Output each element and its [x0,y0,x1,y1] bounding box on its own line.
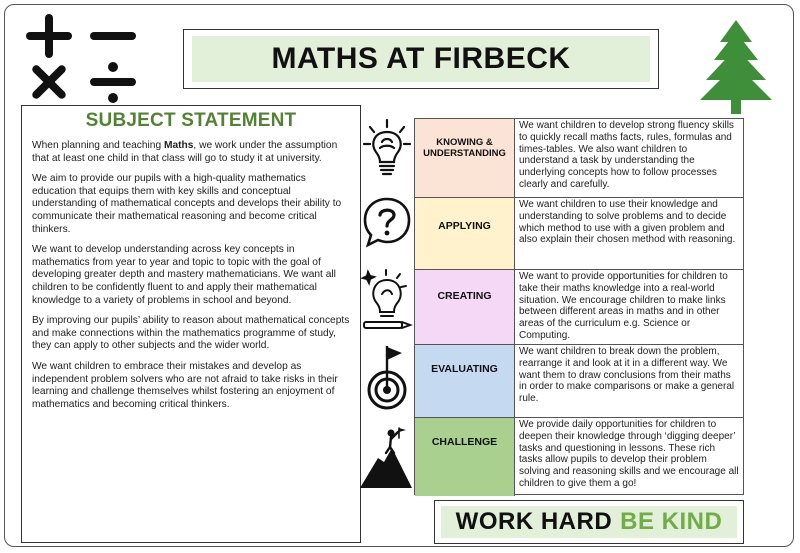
motto-be-kind: BE KIND [620,508,723,535]
area-text-applying: We want children to use their knowledge and understanding to solve problems and to decide which method to use with a given problem and also explain their chosen method with reasoning. [519,199,736,246]
title-box [183,29,659,89]
question-bubble-icon [362,196,412,248]
motto-box [434,500,744,544]
area-label-applying: APPLYING [415,198,515,269]
learning-areas-table [414,118,744,495]
area-row-challenge [415,418,743,496]
subject-statement-body [22,132,360,411]
statement-paragraph-2: We aim to provide our pupils with a high-quality mathematics education that equips them with key skills and conceptual understanding of mathematical concepts and develops their ability to communicate their mathematical reasoning and become critical thinkers. [32,173,342,235]
subject-statement-heading: SUBJECT STATEMENT [85,110,297,131]
statement-paragraph-5: We want children to embrace their mistakes and develop as independent problem solvers who are not afraid to take risks in their learning and challenge themselves whilst fostering an enjoyment of mathematics and becoming critical thinkers. [32,360,338,410]
area-text-creating: We want to provide opportunities for children to take their maths knowledge into a real-world situation. We encourage children to make links between different areas in maths and in other areas of the curriculum e.g. Science or Computing. [519,271,728,341]
maths-symbols-icon [22,14,142,106]
area-label-knowing: KNOWING & UNDERSTANDING [415,119,515,197]
mountain-climber-icon [358,426,414,490]
page-title: MATHS AT FIRBECK [192,36,650,82]
statement-p1-pre: When planning and teaching [32,140,164,151]
area-label-creating: CREATING [415,270,515,344]
area-row-creating [415,270,743,345]
statement-p1-post: , we work under the assumption that at least one child in that class will go to study it at university. [32,140,338,164]
subject-statement-panel [21,105,361,543]
pine-tree-icon [698,20,774,116]
area-label-evaluating: EVALUATING [415,345,515,417]
target-flag-icon [362,344,412,410]
area-row-applying [415,198,743,270]
area-text-evaluating: We want children to break down the problem, rearrange it and look at it in a different way. We want them to draw conclusions from their maths in order to make comparisons or make a general rule. [519,346,735,405]
area-row-knowing [415,119,743,198]
motto-work-hard: WORK HARD [455,508,613,535]
area-row-evaluating [415,345,743,418]
area-label-challenge: CHALLENGE [415,418,515,496]
idea-pencil-icon [360,268,414,332]
area-text-knowing: We want children to develop strong fluency skills to quickly recall maths facts, rules, formulas and times-tables. We also want children to understand a task by understanding the underlying concepts how to follow processes clearly and carefully. [519,120,734,190]
area-text-challenge: We provide daily opportunities for children to deepen their knowledge through ‘digging deeper’ tasks and questioning in lessons. These rich tasks allow pupils to develop their problem solving and reasoning skills and we encourage all children to give them a go! [519,419,739,489]
statement-paragraph-3: We want to develop understanding across key concepts in mathematics from year to year and topic to topic with the goal of developing greater depth and mastery mathematicians. We want all children to be confidently fluent to and apply their mathematical knowledge to a variety of problems in school and beyond. [32,244,336,306]
motto [441,506,737,538]
statement-p1-bold: Maths [163,140,194,151]
statement-paragraph-4: By improving our pupils’ ability to reason about mathematical concepts and make connections within the mathematics programme of study, they can apply to other subjects and the wider world. [32,315,350,352]
lightbulb-brain-icon [362,118,412,182]
statement-paragraph-1 [32,140,350,165]
